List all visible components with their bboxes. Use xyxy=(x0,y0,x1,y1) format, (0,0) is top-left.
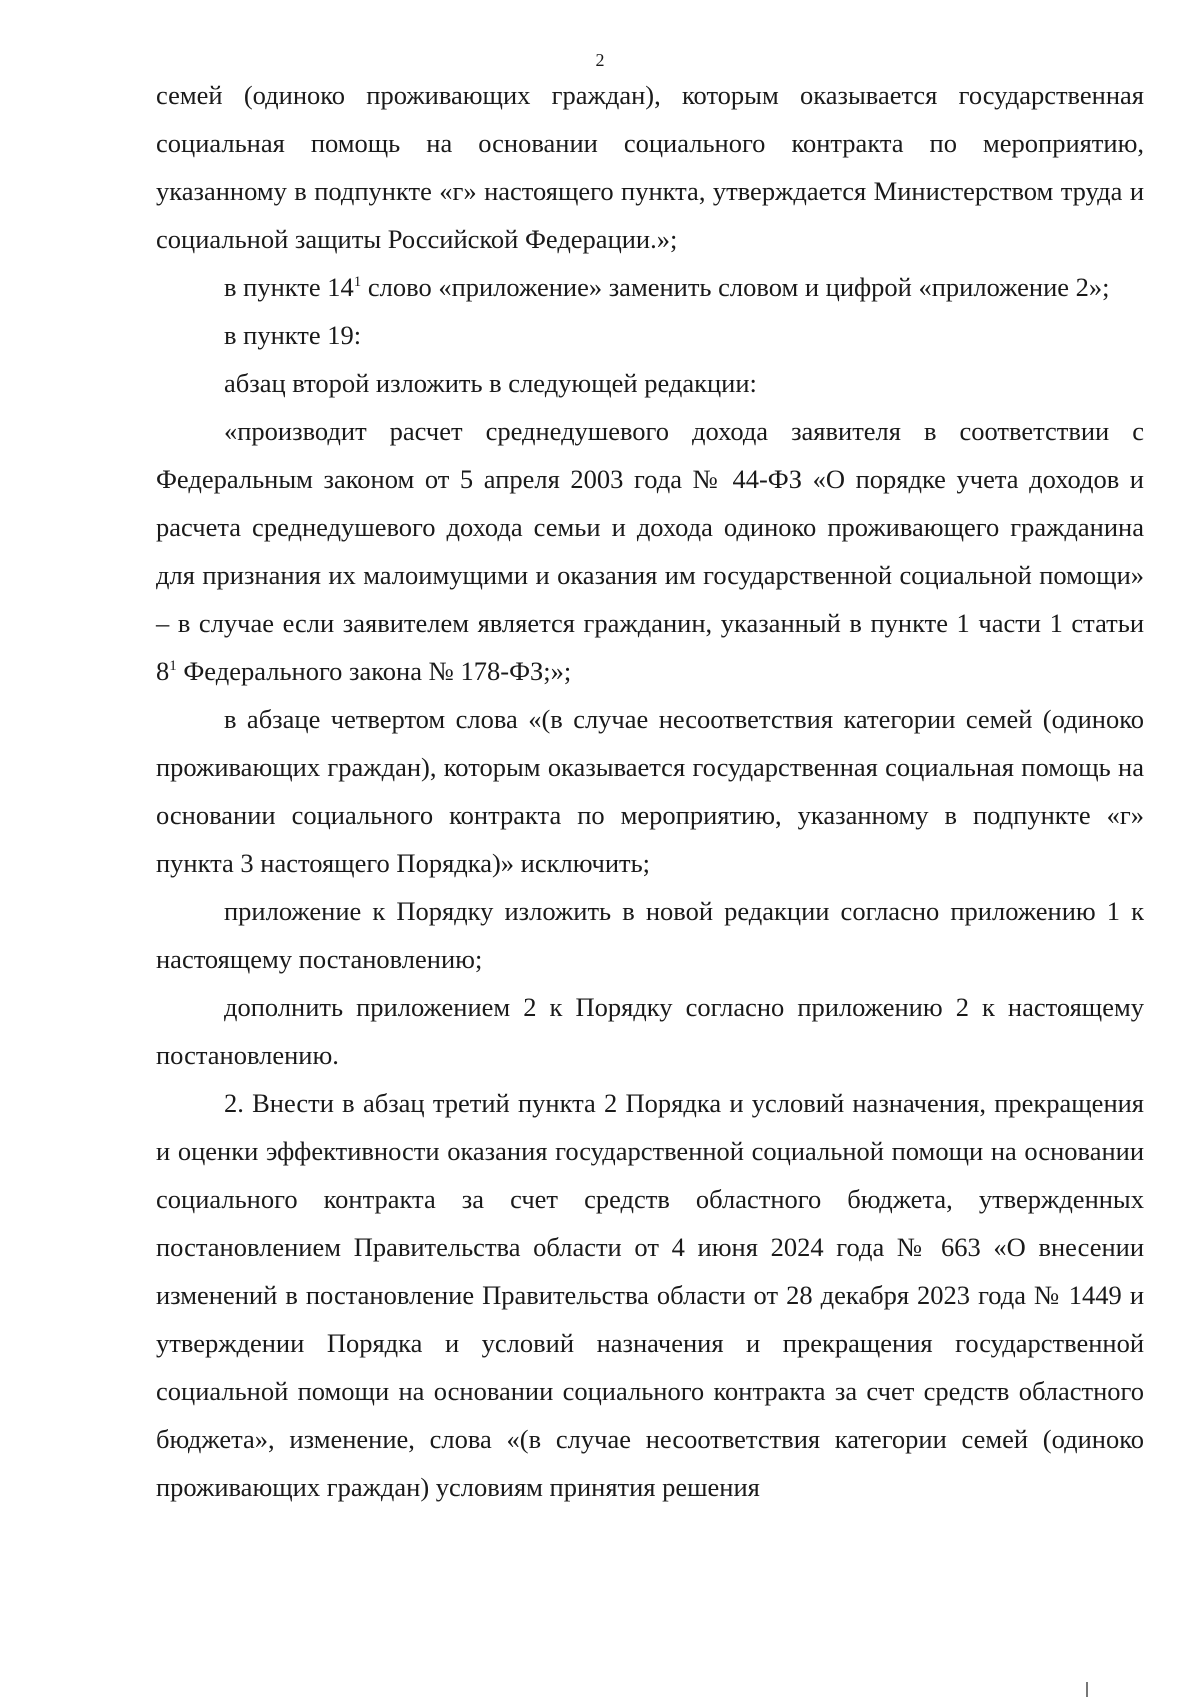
paragraph-prilozhenie: приложение к Порядку изложить в новой редакции согласно приложению 1 к настоящему постановлению; xyxy=(156,896,1144,974)
paragraph-text: «производит расчет среднедушевого дохода заявителя в соответствии с Федеральным законом от 5 апреля 2003 года № 44-ФЗ «О порядке учета доходов и расчета среднедушевого дохода семьи и дохода одиноко проживающего гражданина для признания их малоимущими и оказания им государственной социальной помощи» – в случае если заявителем является гражданин, указанный в пункте 1 части 1 статьи 8 xyxy=(156,416,1144,686)
paragraph-abzac-vtoroy: абзац второй изложить в следующей редакции: xyxy=(224,368,757,398)
paragraph-text: Федерального закона № 178-ФЗ;»; xyxy=(176,656,572,686)
paragraph-abzac-chetvertyy: в абзаце четвертом слова «(в случае несоответствия категории семей (одиноко проживающих граждан), которым оказывается государственная социальная помощь на основании социального контракта по мероприятию, указанному в подпункте «г» пункта 3 настоящего Порядка)» исключить; xyxy=(156,704,1144,878)
paragraph-item-2: 2. Внести в абзац третий пункта 2 Порядка и условий назначения, прекращения и оценки эффективности оказания государственной социальной помощи на основании социального контракта за счет средств областного бюджета, утвержденных постановлением Правительства области от 4 июня 2024 года № 663 «О внесении изменений в постановление Правительства области от 28 декабря 2023 года № 1449 и утверждении Порядка и условий назначения и прекращения государственной социальной помощи на основании социального контракта за счет средств областного бюджета», изменение, слова «(в случае несоответствия категории семей (одиноко проживающих граждан) условиям принятия решения xyxy=(156,1088,1144,1502)
paragraph-continuation: семей (одиноко проживающих граждан), которым оказывается государственная социальная помощь на основании социального контракта по мероприятию, указанному в подпункте «г» настоящего пункта, утверждается Министерством труда и социальной защиты Российской Федерации.»; xyxy=(156,80,1144,254)
paragraph-quoted-new-text xyxy=(156,407,1144,695)
page-number: 2 xyxy=(595,50,605,70)
superscript: 1 xyxy=(169,658,177,675)
paragraph-text: слово «приложение» заменить словом и цифрой «приложение 2»; xyxy=(361,272,1110,302)
paragraph-point-14 xyxy=(156,263,1144,311)
paragraph-text: в пункте 14 xyxy=(224,272,354,302)
document-body xyxy=(156,71,1144,1511)
paragraph-dopolnit: дополнить приложением 2 к Порядку согласно приложению 2 к настоящему постановлению. xyxy=(156,992,1144,1070)
superscript: 1 xyxy=(353,274,362,291)
paragraph-point-19: в пункте 19: xyxy=(224,320,362,350)
scan-artifact-mark xyxy=(1086,1682,1088,1697)
